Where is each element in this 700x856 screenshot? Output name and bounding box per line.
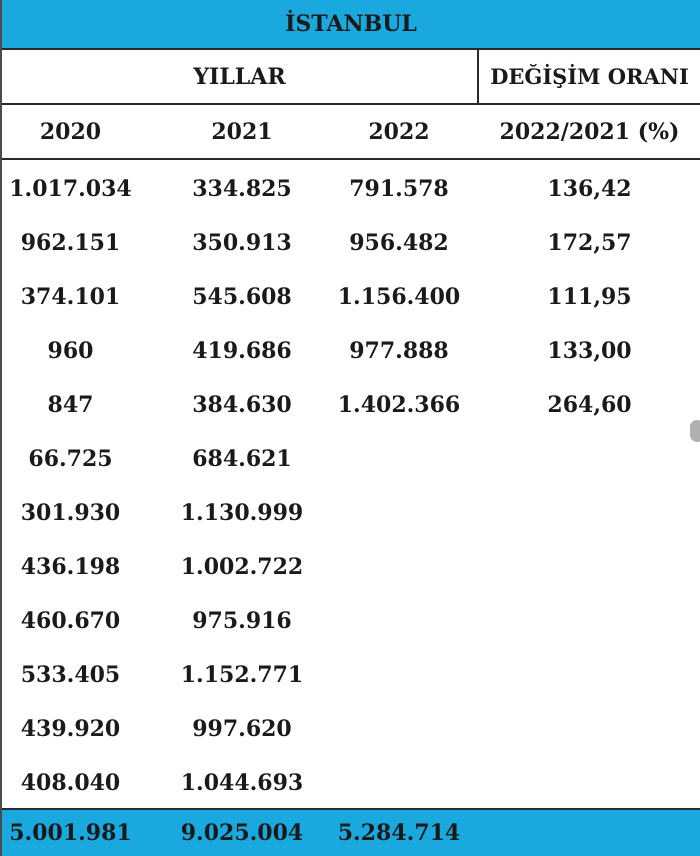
table-row	[2, 756, 700, 810]
cell-2020: 66.725	[28, 446, 113, 472]
cell-2022	[320, 486, 478, 540]
cell-2022: 791.578	[349, 176, 449, 202]
cell-2020: 460.670	[20, 608, 121, 634]
cell-2022	[320, 594, 478, 648]
cell-2021: 1.044.693	[180, 770, 304, 796]
cell-2021: 997.620	[192, 716, 292, 742]
cell-2020: 847	[47, 392, 94, 418]
cell-2021: 1.002.722	[180, 554, 304, 580]
cell-change	[479, 432, 700, 486]
cell-2020: 374.101	[20, 284, 121, 310]
table-row	[2, 270, 700, 324]
table-row	[2, 324, 700, 378]
cell-change	[479, 702, 700, 756]
cell-2020: 533.405	[20, 662, 121, 688]
cell-2021: 684.621	[192, 446, 292, 472]
group-header-row	[2, 50, 700, 105]
cell-2021: 419.686	[192, 338, 292, 364]
table-row	[2, 648, 700, 702]
total-2020: 5.001.981	[9, 820, 132, 846]
column-header-2020: 2020	[39, 118, 102, 145]
cell-2020: 960	[47, 338, 94, 364]
cell-2021: 975.916	[192, 608, 292, 634]
totals-row	[2, 808, 700, 856]
cell-change: 133,00	[547, 338, 632, 364]
table-row	[2, 162, 700, 216]
cell-2022: 1.156.400	[337, 284, 461, 310]
table-row	[2, 594, 700, 648]
cell-2021: 1.130.999	[180, 500, 304, 526]
cell-change	[479, 594, 700, 648]
change-rate-group-header: DEĞİŞİM ORANI	[490, 64, 689, 89]
cell-change: 172,57	[547, 230, 632, 256]
table-title: İSTANBUL	[2, 0, 700, 50]
column-header-change: 2022/2021 (%)	[499, 118, 680, 145]
total-change	[479, 810, 700, 856]
cell-change	[479, 756, 700, 810]
table-row	[2, 378, 700, 432]
cell-2022	[320, 540, 478, 594]
total-2022: 5.284.714	[337, 820, 461, 846]
cell-2022	[320, 648, 478, 702]
cell-change: 136,42	[547, 176, 632, 202]
cell-2022: 956.482	[349, 230, 449, 256]
cell-2020: 962.151	[20, 230, 121, 256]
cell-2020: 1.017.034	[9, 176, 132, 202]
column-header-row	[2, 105, 700, 160]
cell-change: 264,60	[547, 392, 632, 418]
column-header-2022: 2022	[368, 118, 430, 145]
cell-2022: 977.888	[349, 338, 449, 364]
cell-2021: 350.913	[192, 230, 292, 256]
cell-2021: 334.825	[192, 176, 292, 202]
cell-2022	[320, 702, 478, 756]
total-2021: 9.025.004	[180, 820, 304, 846]
table-row	[2, 216, 700, 270]
table-row	[2, 702, 700, 756]
cell-change	[479, 486, 700, 540]
column-header-2021: 2021	[211, 118, 273, 145]
table-body	[2, 160, 700, 808]
cell-2020: 436.198	[20, 554, 121, 580]
cell-2020: 439.920	[20, 716, 121, 742]
cell-2022	[320, 756, 478, 810]
cell-2021: 545.608	[192, 284, 292, 310]
cell-2020: 301.930	[20, 500, 121, 526]
years-group-header: YILLAR	[2, 50, 479, 103]
cell-2022: 1.402.366	[337, 392, 461, 418]
cell-2020: 408.040	[20, 770, 121, 796]
table-row	[2, 432, 700, 486]
table-row	[2, 486, 700, 540]
scroll-handle[interactable]	[690, 420, 700, 442]
cell-2021: 1.152.771	[180, 662, 304, 688]
table-row	[2, 540, 700, 594]
cell-change	[479, 648, 700, 702]
cell-change: 111,95	[547, 284, 632, 310]
cell-2022	[320, 432, 478, 486]
cell-2021: 384.630	[192, 392, 292, 418]
cell-change	[479, 540, 700, 594]
